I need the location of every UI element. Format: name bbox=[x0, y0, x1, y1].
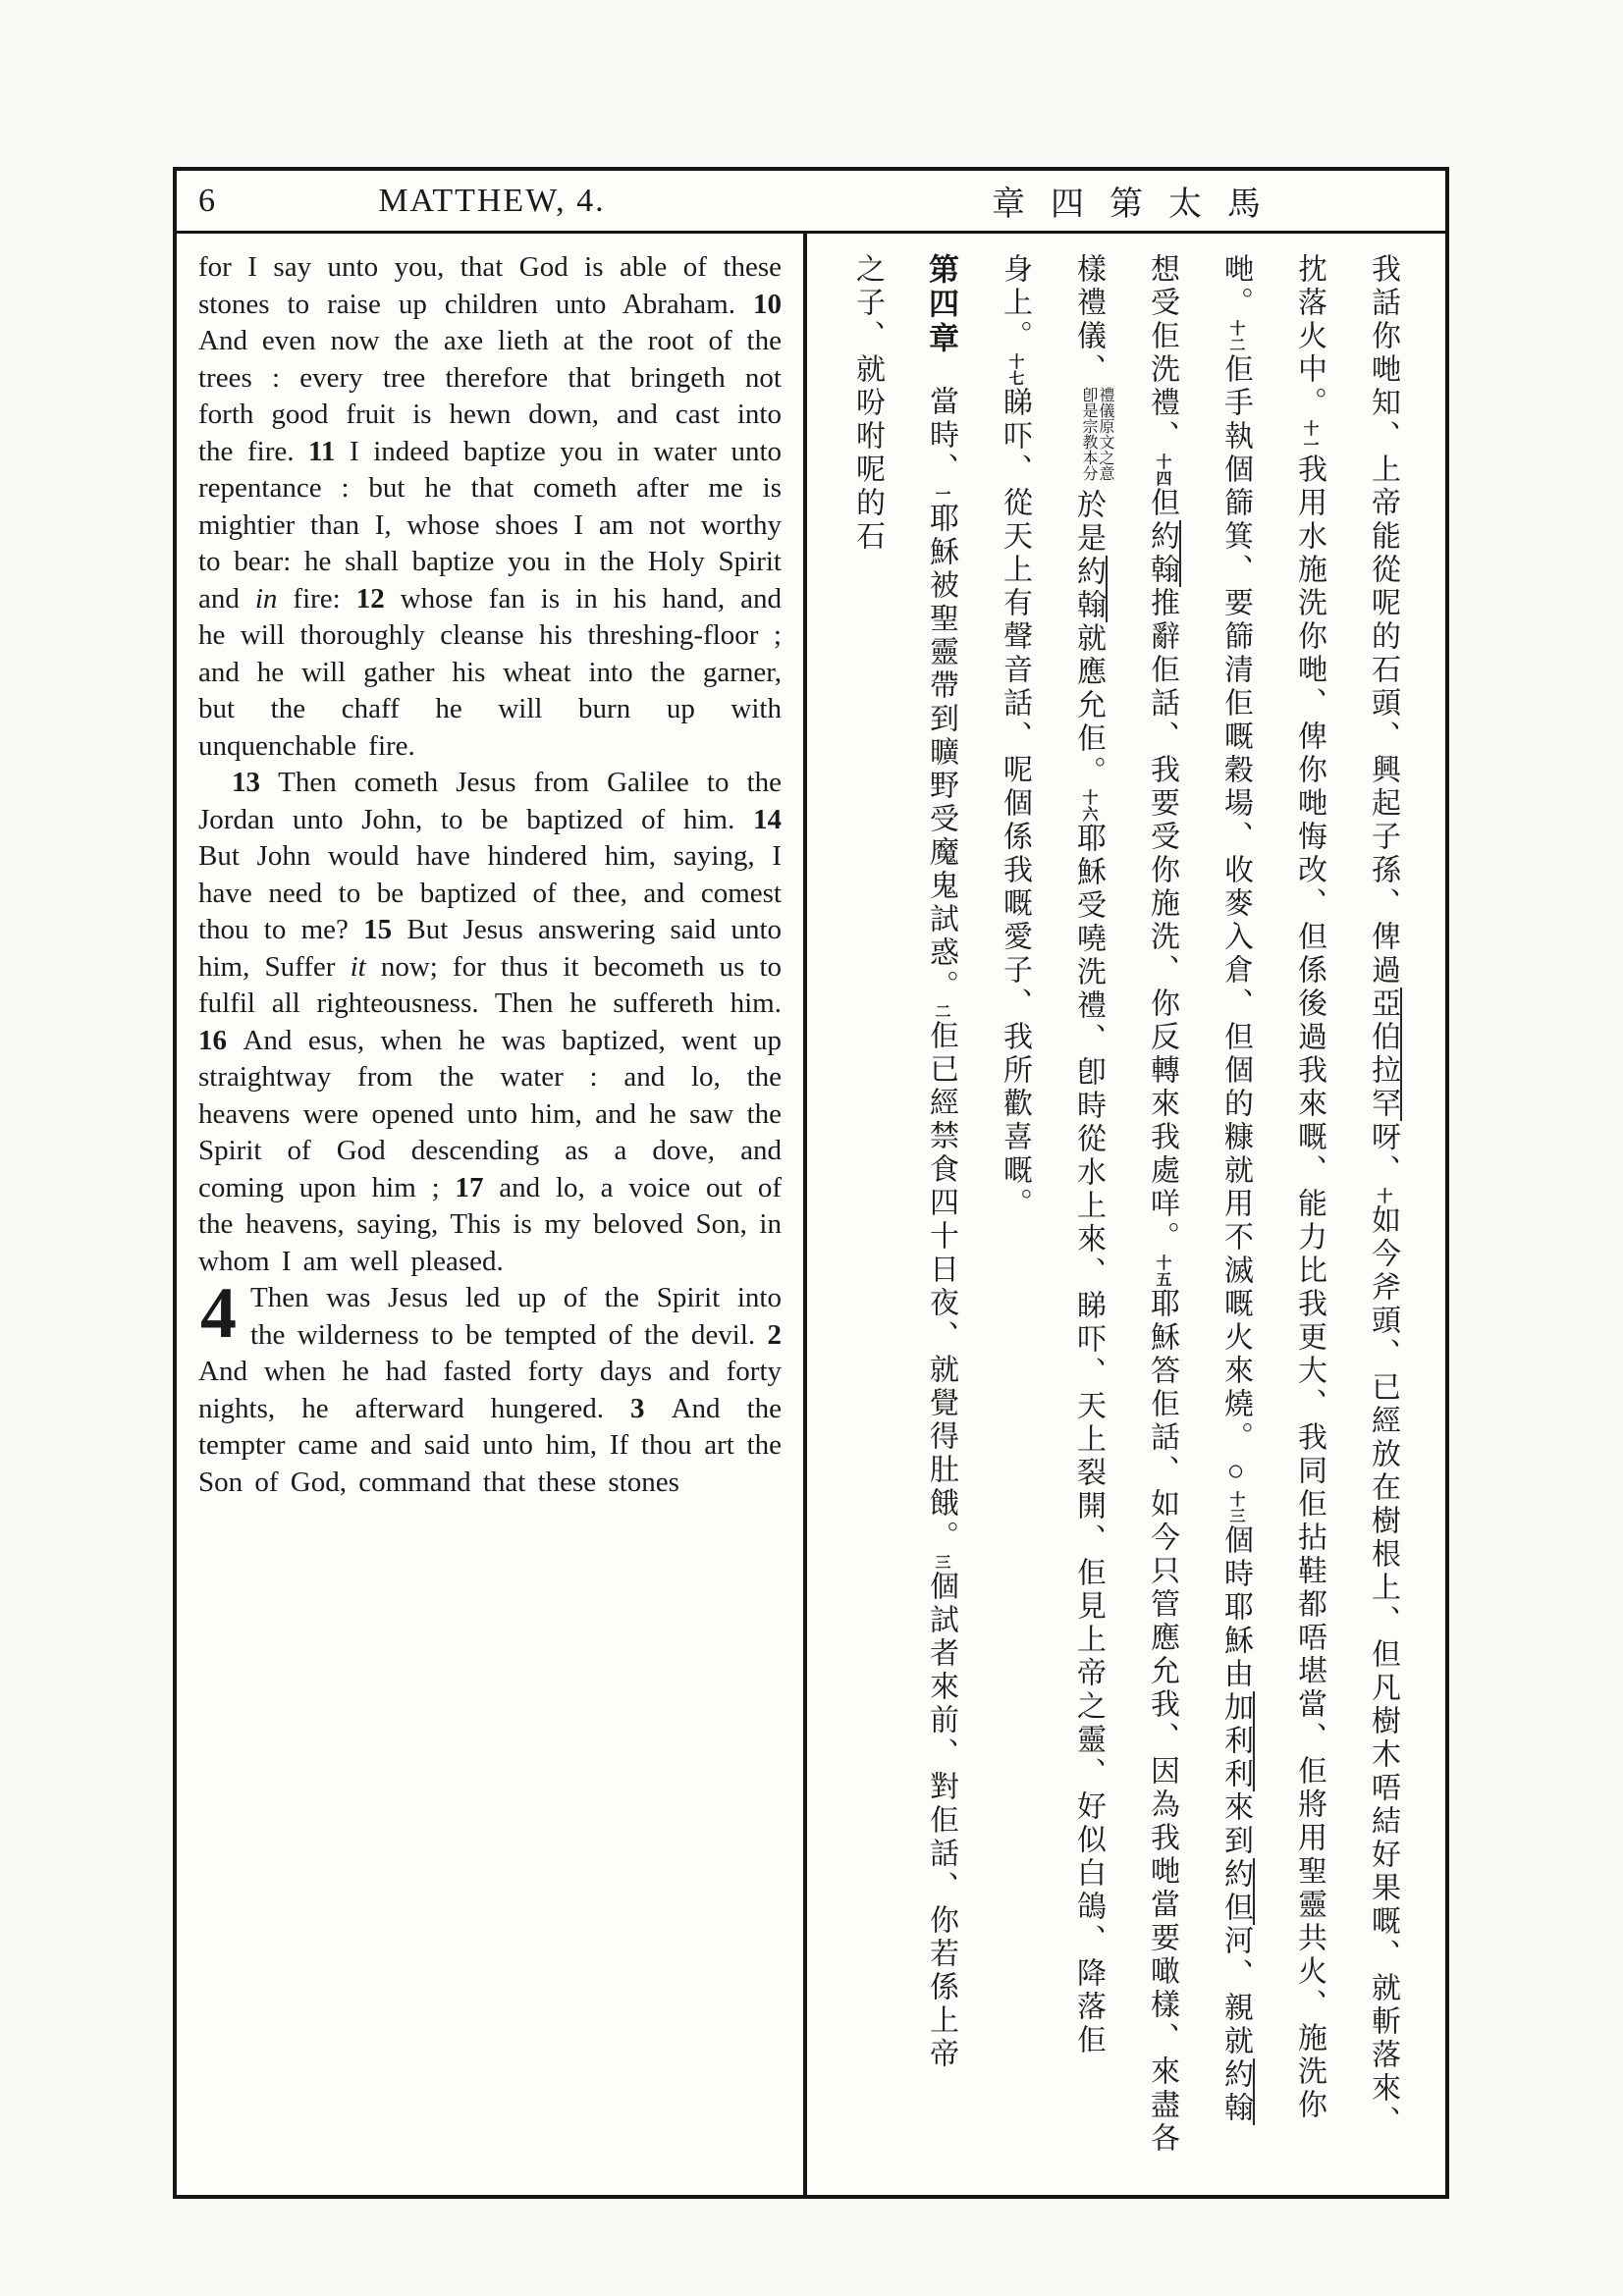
chinese-text-run: 之子、就吩咐呢的石 bbox=[851, 253, 884, 554]
chinese-text-run: 佢已經禁食四十日夜、就覺得肚餓。 bbox=[925, 1020, 957, 1554]
verse-text: And when he had fasted forty days and forty nights, he afterward hungered. bbox=[198, 1356, 782, 1424]
chinese-column bbox=[1052, 253, 1125, 2179]
chinese-text-run: 就應允佢。 bbox=[1072, 622, 1105, 789]
verse-text: whose fan is in his hand, and he will thoroughly cleanse his threshing-floor ; and he will gather his wheat into the garner, but the chaff he will burn up with unquenchable fire. bbox=[198, 582, 782, 762]
verse-text: But Jesus answering said unto him, Suffer bbox=[198, 914, 782, 983]
verse-number: 15 bbox=[363, 914, 407, 945]
book-page bbox=[173, 167, 1449, 2199]
chinese-text-run: 個時耶穌由 bbox=[1219, 1524, 1252, 1691]
page-content bbox=[177, 234, 1445, 2195]
chinese-text-run: 抌落火中。 bbox=[1293, 253, 1325, 420]
proper-name: 亞伯拉罕 bbox=[1367, 988, 1402, 1121]
chinese-text-run: 睇吓、從天上有聲音話、呢個係我嘅愛子、我所歡喜嘅。 bbox=[999, 387, 1031, 1221]
verse-number: 16 bbox=[198, 1024, 243, 1056]
chinese-text-run: 耶穌受嘵洗禮、卽時從水上來、睇吓、天上裂開、佢見上帝之靈、好似白鴿、降落佢 bbox=[1072, 823, 1105, 2057]
english-paragraph bbox=[198, 249, 782, 765]
page-header bbox=[177, 171, 1445, 234]
chinese-text-run: 耶穌答佢話、如今只管應允我、因為我哋當要噉樣、來盡各 bbox=[1146, 1288, 1178, 2156]
verse-number-marker: 三 bbox=[933, 1554, 949, 1571]
italic-word: it bbox=[350, 950, 366, 983]
verse-text: Then cometh Jesus from Galilee to the Jordan unto John, to be baptized of him. bbox=[198, 767, 782, 835]
verse-number-marker: 十五 bbox=[1154, 1255, 1170, 1288]
verse-text: Then was Jesus led up of the Spirit into the wilderness to be tempted of the devil. bbox=[250, 1282, 782, 1351]
running-title-english: MATTHEW, 4. bbox=[378, 182, 606, 219]
chinese-column bbox=[1272, 253, 1346, 2179]
running-title-chinese: 章四第太馬 bbox=[992, 187, 1286, 223]
interlinear-note: 禮儀原文之意卽是宗教本分 bbox=[1080, 387, 1113, 481]
chinese-text-run: 於是 bbox=[1072, 489, 1105, 556]
verse-number-marker: 十二 bbox=[1227, 320, 1244, 353]
page-number: 6 bbox=[198, 182, 215, 219]
verse-number-marker: 十七 bbox=[1006, 353, 1023, 387]
proper-name: 約但 bbox=[1219, 1858, 1255, 1925]
chapter-number-dropcap: 4 bbox=[200, 1273, 237, 1354]
chinese-column bbox=[1125, 253, 1199, 2179]
chinese-text-run: 個試者來前、對佢話、你若係上帝 bbox=[925, 1571, 957, 2071]
proper-name: 約翰 bbox=[1072, 556, 1108, 622]
chinese-column bbox=[1199, 253, 1272, 2179]
chinese-column bbox=[978, 253, 1052, 2179]
chinese-text-run: 推辭佢話、我要受你施洗、你反轉來我處咩。 bbox=[1146, 587, 1178, 1255]
verse-number-marker: 十三 bbox=[1227, 1491, 1244, 1524]
proper-name: 加利利 bbox=[1219, 1691, 1255, 1791]
chinese-text-run: 來到 bbox=[1219, 1791, 1252, 1858]
proper-name: 約翰 bbox=[1219, 2058, 1255, 2125]
verse-text: for I say unto you, that God is able of these stones to raise up children unto Abraham. bbox=[198, 251, 782, 320]
verse-number-marker: 十六 bbox=[1080, 789, 1097, 823]
verse-text: and lo, a voice out of the heavens, saying, This is my beloved Son, in whom I am well pleased. bbox=[198, 1171, 782, 1277]
chinese-text-run: 當時、 bbox=[925, 386, 957, 486]
english-paragraph bbox=[198, 765, 782, 1280]
verse-number: 17 bbox=[455, 1171, 500, 1203]
verse-number-marker: 十一 bbox=[1301, 420, 1318, 454]
verse-number-marker: 二 bbox=[933, 1003, 949, 1020]
chinese-text bbox=[807, 234, 1445, 2195]
chinese-text-run: 但 bbox=[1146, 487, 1178, 520]
verse-text: And esus, when he was baptized, went up straightway from the water : and lo, the heavens were opened unto him, and he saw the Spirit of God descending as a dove, and coming upon him ; bbox=[198, 1024, 782, 1203]
verse-number: 2 bbox=[767, 1318, 782, 1351]
chinese-text-run: 佢手執個篩箕、要篩清佢嘅穀場、收麥入倉、但個的糠就用不滅嘅火來燒。○ bbox=[1219, 353, 1252, 1491]
verse-number: 12 bbox=[355, 582, 401, 614]
chinese-text-run: 如今斧頭、已經放在樹根上、但凡樹木唔結好果嘅、就斬落來、 bbox=[1367, 1204, 1399, 2139]
chinese-text-run: 河、親就 bbox=[1219, 1925, 1252, 2058]
chinese-column bbox=[904, 253, 978, 2179]
header-left-section bbox=[177, 171, 807, 231]
chinese-text-run: 耶穌被聖靈帶到曠野受魔鬼試惑。 bbox=[925, 503, 957, 1003]
verse-text: fire: bbox=[277, 582, 356, 614]
chinese-text-run: 我用水施洗你哋、俾你哋悔改、但係後過我來嘅、能力比我更大、我同佢拈鞋都唔堪當、佢將用聖靈共火、施洗你 bbox=[1293, 454, 1325, 2122]
verse-number: 14 bbox=[753, 803, 782, 835]
verse-number: 13 bbox=[232, 767, 279, 798]
verse-number-marker: 一 bbox=[933, 486, 949, 503]
verse-number-marker: 十 bbox=[1375, 1188, 1391, 1204]
verse-text: And the tempter came and said unto him, If thou art the Son of God, command that these stones bbox=[198, 1392, 782, 1498]
chinese-text-run: 哋。 bbox=[1219, 253, 1252, 320]
verse-text: But John would have hindered him, saying, I have need to be baptized of thee, and comest thou to me? bbox=[198, 840, 782, 945]
proper-name: 約翰 bbox=[1146, 520, 1181, 587]
verse-text: I indeed baptize you in water unto repentance : but he that cometh after me is mightier than I, whose shoes I am not worthy to bear: he shall baptize you in the Holy Spirit and bbox=[198, 435, 782, 614]
chinese-text-run: 我話你哋知、上帝能從呢的石頭、興起子孫、俾過 bbox=[1367, 253, 1399, 988]
chinese-column bbox=[831, 253, 904, 2179]
chapter-heading: 第四章 bbox=[924, 253, 958, 356]
english-text bbox=[177, 234, 807, 2195]
verse-text: now; for thus it becometh us to fulfil all righteousness. Then he suffereth him. bbox=[198, 950, 783, 1019]
chinese-text-run: 樣禮儀、 bbox=[1072, 253, 1105, 387]
chinese-text-run: 身上。 bbox=[999, 253, 1031, 353]
chinese-text-run: 想受佢洗禮、 bbox=[1146, 253, 1178, 454]
verse-number: 3 bbox=[630, 1392, 672, 1424]
english-paragraph bbox=[198, 1273, 782, 1501]
verse-text: And even now the axe lieth at the root of the trees : every tree therefore that bringeth not forth good fruit is hewn down, and cast into the fire. bbox=[198, 325, 782, 467]
verse-number: 11 bbox=[308, 435, 350, 467]
verse-number-marker: 十四 bbox=[1154, 454, 1170, 487]
chinese-column bbox=[1346, 253, 1420, 2179]
chinese-text-run: 呀、 bbox=[1367, 1121, 1399, 1188]
italic-word: in bbox=[254, 582, 278, 614]
verse-number: 10 bbox=[753, 288, 782, 320]
